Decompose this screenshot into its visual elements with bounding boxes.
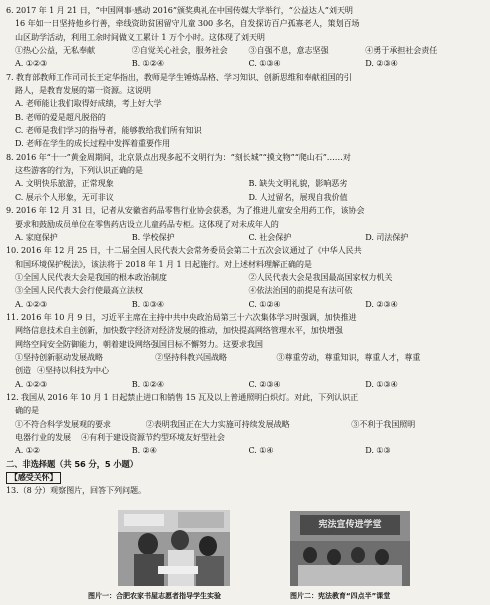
q6-options [6, 57, 482, 70]
q10-stem-line1: 10. 2016 年 12 月 25 日，十二届全国人民代表大会常务委员会第二十五次会议通过了《中华人民共 [6, 245, 362, 256]
q11-stem-line3: 网络空间安全防御能力，朝着建设网络强国目标不懈努力。这要求我国 [15, 338, 263, 349]
q10-statements-34 [6, 284, 482, 297]
q8-option-c: C. 展示个人形象，无可非议 [15, 191, 114, 202]
caption-photo-2: 图片二：宪法教育“四点半”课堂 [290, 592, 391, 600]
q12-statement-3: ③不利于我国照明 [351, 418, 416, 429]
q10-options [6, 298, 482, 311]
section-tag-row [6, 471, 482, 484]
q8-options-cd [6, 191, 482, 204]
q8-options-ab [6, 177, 482, 190]
q11-statements-cont [6, 364, 482, 377]
q6-statement-1: ①热心公益，无私奉献 [15, 45, 95, 56]
q11-statement-1: ①坚持创新驱动发展战略 [15, 351, 103, 362]
q12-statements-cont [6, 431, 482, 444]
q11-option-a: A. ①②③ [15, 378, 48, 389]
q12-option-b: B. ②④ [131, 445, 157, 456]
q11-statement-3: ③尊重劳动，尊重知识，尊重人才，尊重 [276, 351, 421, 362]
q12-statement-2: ②表明我国正在大力实施可持续发展战略 [145, 418, 290, 429]
q11-statement-3-cont: 创造 [15, 365, 31, 376]
q11-option-c: C. ②③④ [248, 378, 281, 389]
q12-stem-line2: 确的是 [15, 405, 39, 416]
q10-option-a: A. ①②③ [15, 298, 48, 309]
q10-statement-1: ①全国人民代表大会是我国的根本政治制度 [15, 271, 167, 282]
q12-stem-line1: 12. 我国从 2016 年 10 月 1 日起禁止进口和销售 15 瓦及以上普通照明白炽灯。对此，下列认识正 [6, 391, 359, 402]
q6-stem-line2: 16 年如一日坚持他乡行善，牵线资助贫困留守儿童 300 多名，自发探访百户孤寡老人，策划百场 [15, 18, 360, 29]
q9-stem-line2: 要求和鼓励成员单位在零售药店设立儿童药品专柜。这体现了对未成年人的 [15, 218, 279, 229]
photo-volunteer-experiment [118, 510, 230, 586]
q9-option-b: B. 学校保护 [131, 231, 175, 242]
q10-statements-12 [6, 271, 482, 284]
q7-stem-line2: 路人，是教育发展的第一资源。这说明 [15, 85, 151, 96]
q11-statement-4: ④坚持以科技为中心 [37, 365, 109, 376]
q11-option-d: D. ①③④ [365, 378, 398, 389]
q9-option-c: C. 社会保护 [248, 231, 292, 242]
q8-stem-line2: 这些游客的行为，下列认识正确的是 [15, 165, 143, 176]
question-text-area [6, 4, 482, 497]
section-heading-nonchoice: 二、非选择题（共 56 分，5 小题） [6, 458, 138, 469]
q12-option-c: C. ①④ [248, 445, 274, 456]
q12-statement-4: ④有利于建设资源节约型环境友好型社会 [80, 432, 225, 442]
q6-option-b: B. ①②④ [131, 58, 165, 69]
q12-option-a: A. ①② [15, 445, 41, 456]
q12-statements [6, 418, 482, 431]
q8-option-d: D. 人过留名，展现自我价值 [248, 191, 348, 202]
q6-stem-line1: 6. 2017 年 1 月 21 日，“中国网事·感动 2016”颁奖典礼在中国传媒大学举行，“公益达人”刘天明 [6, 5, 353, 15]
q6-option-c: C. ①③④ [248, 58, 281, 69]
q11-stem-line1: 11. 2016 年 10 月 9 日，习近平主席在主持中共中央政治局第三十六次集体学习时强调，加快推进 [6, 311, 357, 322]
q10-option-d: D. ②③④ [365, 298, 398, 309]
q8-stem-line1: 8. 2016 年“十一”黄金周期间，北京景点出现多起不文明行为：“刻长城”“摸文物”“爬山石”……对 [6, 151, 351, 162]
q11-option-b: B. ①②④ [131, 378, 165, 389]
banner-text: 宪法宣传进学堂 [318, 520, 382, 530]
q12-statement-3-cont: 电器行业的发展 [15, 432, 71, 442]
photo-1-image [118, 510, 230, 586]
q8-option-b: B. 缺失文明礼貌，影响恶劣 [248, 178, 348, 189]
caption-photo-1: 图片一：合肥农家书屋志愿者指导学生实验 [88, 592, 221, 600]
q7-option-c: C. 老师是我们学习的指导者，能够教给我们所有知识 [15, 125, 202, 136]
q6-stem-line3: 山区助学活动，利用工余时间做义工累计 1 万个小时。这体现了刘天明 [15, 31, 265, 42]
q9-stem-line1: 9. 2016 年 12 月 31 日，记者从安徽省药品零售行业协会获悉，为了推进儿童安全用药工作，该协会 [6, 205, 365, 216]
q10-option-b: B. ①③④ [131, 298, 165, 309]
q10-statement-4: ④依法治国的前提是有法可依 [248, 285, 353, 296]
q7-option-a: A. 老师能让我们取得好成绩，考上好大学 [15, 98, 162, 109]
q6-option-d: D. ②③④ [365, 58, 398, 69]
q10-stem-line2: 和国环境保护税法》，该法将于 2018 年 1 月 1 日起施行。对上述材料理解正确的是 [15, 258, 312, 269]
q7-option-d: D. 老师在学生的成长过程中发挥着重要作用 [15, 138, 170, 149]
q6-statement-4: ④勇于承担社会责任 [365, 45, 438, 56]
q7-option-b: B. 老师的爱是超凡脱俗的 [15, 111, 106, 122]
q6-statements [6, 44, 482, 57]
q8-option-a: A. 文明快乐旅游，正常现象 [15, 178, 114, 189]
q11-statements [6, 351, 482, 364]
q10-statement-2: ②人民代表大会是我国最高国家权力机关 [248, 271, 393, 282]
q12-statement-1: ①不符合科学发展观的要求 [15, 418, 111, 429]
q9-option-a: A. 家庭保护 [15, 231, 58, 242]
q11-statement-2: ②坚持科教兴国战略 [155, 351, 228, 362]
q12-options [6, 444, 482, 457]
section-tag: 【感受关怀】 [6, 472, 61, 484]
photo-constitution-class [290, 511, 410, 586]
q6-option-a: A. ①②③ [15, 58, 48, 69]
q13-stem: 13.（8 分）观察图片，回答下列问题。 [6, 485, 147, 496]
q11-options [6, 378, 482, 391]
q7-stem-line1: 7. 教育部教师工作司司长王定华指出，教师是学生锤炼品格、学习知识、创新思维和奉献祖国的引 [6, 71, 352, 82]
q10-statement-3: ③全国人民代表大会行使最高立法权 [15, 285, 143, 296]
q12-option-d: D. ①③ [365, 445, 391, 456]
q6-statement-2: ②自觉关心社会，服务社会 [131, 45, 228, 56]
q9-option-d: D. 司法保护 [365, 231, 409, 242]
q10-option-c: C. ①②④ [248, 298, 281, 309]
q9-options [6, 231, 482, 244]
photo-area [0, 502, 490, 605]
q11-stem-line2: 网络信息技术自主创新，加快数字经济对经济发展的推动，加快提高网络管理水平，加快增强 [15, 325, 343, 336]
q6-statement-3: ③自强不息，意志坚强 [248, 45, 329, 56]
